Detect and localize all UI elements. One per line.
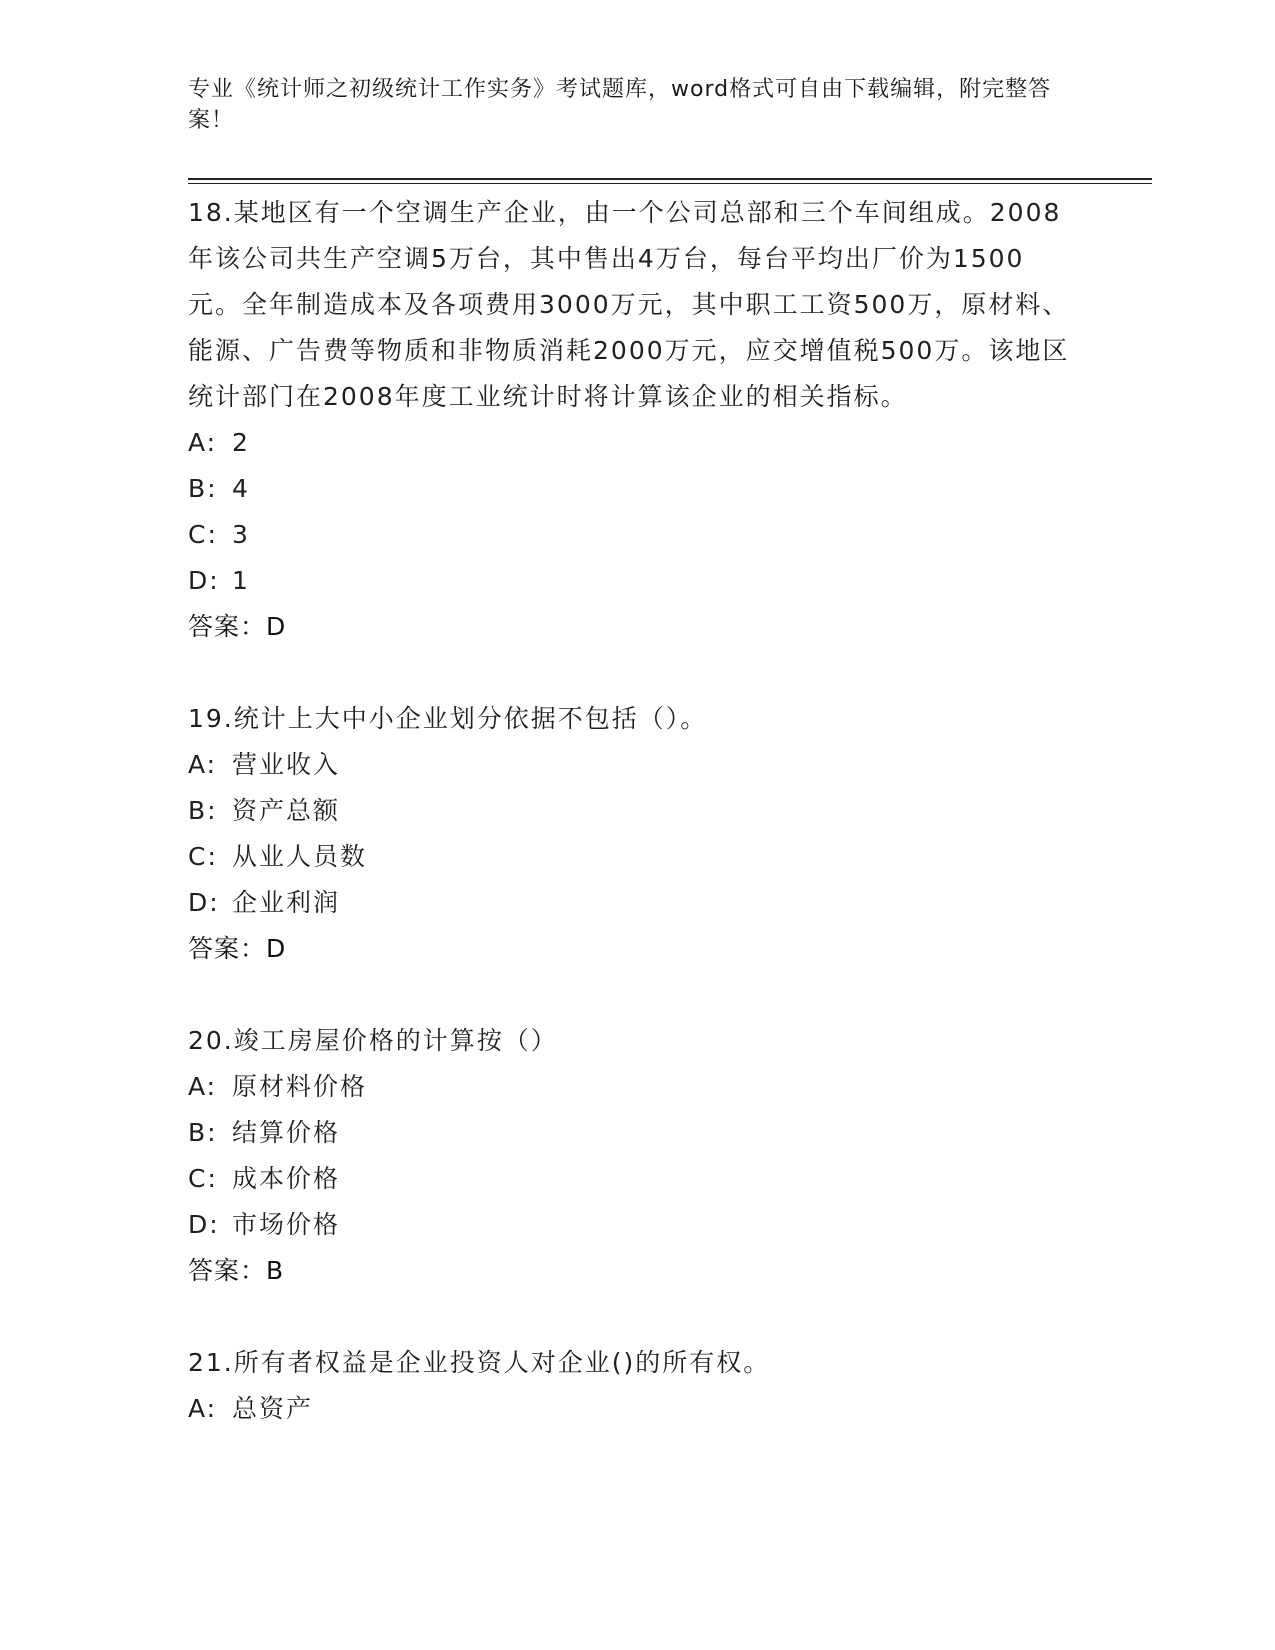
option-text: 1 <box>232 566 250 595</box>
option-c <box>188 1156 1088 1202</box>
answer-value: D <box>266 612 287 641</box>
option-a <box>188 420 1088 466</box>
answer-prefix: 答案： <box>188 612 267 641</box>
option-letter: D: <box>188 888 220 917</box>
question-stem: 21.所有者权益是企业投资人对企业()的所有权。 <box>188 1348 771 1377</box>
option-letter: B: <box>188 474 218 503</box>
answer-line <box>188 604 1088 650</box>
spacer <box>188 650 1088 696</box>
header-text: 专业《统计师之初级统计工作实务》考试题库，word格式可自由下载编辑，附完整答案！ <box>188 77 1052 133</box>
option-text: 成本价格 <box>232 1164 341 1193</box>
question-list <box>188 190 1088 1432</box>
option-c <box>188 512 1088 558</box>
option-d <box>188 1202 1088 1248</box>
answer-value: B <box>266 1256 285 1285</box>
header-rule-thin <box>188 183 1152 184</box>
option-c <box>188 834 1088 880</box>
option-text: 结算价格 <box>232 1118 341 1147</box>
option-letter: C: <box>188 842 218 871</box>
option-text: 原材料价格 <box>232 1072 368 1101</box>
option-text: 资产总额 <box>232 796 341 825</box>
option-text: 市场价格 <box>232 1210 341 1239</box>
option-d <box>188 880 1088 926</box>
option-b <box>188 788 1088 834</box>
option-text: 4 <box>232 474 250 503</box>
answer-prefix: 答案： <box>188 1256 267 1285</box>
option-letter: A: <box>188 750 218 779</box>
option-letter: D: <box>188 566 220 595</box>
option-text: 总资产 <box>232 1394 314 1423</box>
option-letter: C: <box>188 520 218 549</box>
question-stem: 20.竣工房屋价格的计算按（） <box>188 1026 558 1055</box>
option-letter: A: <box>188 1072 218 1101</box>
option-letter: C: <box>188 1164 218 1193</box>
answer-line <box>188 1248 1088 1294</box>
option-letter: A: <box>188 1394 218 1423</box>
header-rule <box>188 178 1152 180</box>
option-b <box>188 1110 1088 1156</box>
answer-value: D <box>266 934 287 963</box>
option-letter: B: <box>188 1118 218 1147</box>
page-header <box>188 74 1068 136</box>
question-18 <box>188 190 1088 650</box>
answer-prefix: 答案： <box>188 934 267 963</box>
option-letter: B: <box>188 796 218 825</box>
option-text: 3 <box>232 520 250 549</box>
option-b <box>188 466 1088 512</box>
option-text: 2 <box>232 428 250 457</box>
option-d <box>188 558 1088 604</box>
option-letter: D: <box>188 1210 220 1239</box>
question-stem: 18.某地区有一个空调生产企业，由一个公司总部和三个车间组成。2008年该公司共生产空调5万台，其中售出4万台，每台平均出厂价为1500元。全年制造成本及各项费用3000万元，其中职工工资500万，原材料、能源、广告费等物质和非物质消耗2000万元，应交增值税500万。该地区统计部门在2008年度工业统计时将计算该企业的相关指标。 <box>188 198 1070 411</box>
option-a <box>188 1386 1088 1432</box>
option-text: 企业利润 <box>232 888 341 917</box>
question-20 <box>188 1018 1088 1294</box>
question-stem: 19.统计上大中小企业划分依据不包括（）。 <box>188 704 708 733</box>
option-a <box>188 1064 1088 1110</box>
option-text: 从业人员数 <box>232 842 368 871</box>
question-19 <box>188 696 1088 972</box>
spacer <box>188 1294 1088 1340</box>
answer-line <box>188 926 1088 972</box>
option-letter: A: <box>188 428 218 457</box>
question-21 <box>188 1340 1088 1432</box>
option-text: 营业收入 <box>232 750 341 779</box>
spacer <box>188 972 1088 1018</box>
option-a <box>188 742 1088 788</box>
